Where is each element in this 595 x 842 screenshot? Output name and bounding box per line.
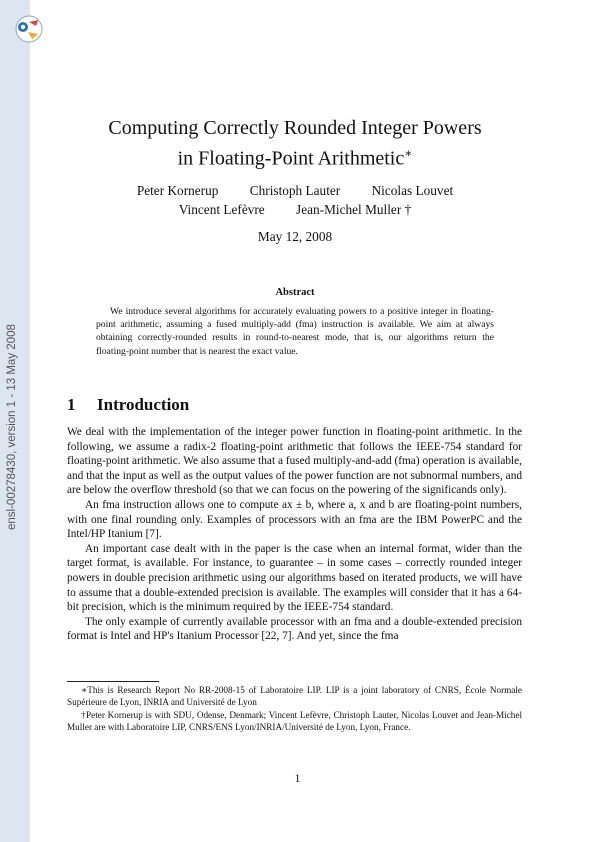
author: Nicolas Louvet xyxy=(371,183,454,198)
paragraph: An important case dealt with in the paper is the case when an internal format, wider than the target format, is available. For instance, to guarantee – in some cases – correctly rounded integer powers in double precision arithmetic using our algorithms based on iterated products, we will have to assume that a double-extended precision is available. The examples will consider that it has a 64-bit precision, which is the minimum required by the IEEE-754 standard. xyxy=(67,542,522,614)
paragraph: An fma instruction allows one to compute ax ± b, where a, x and b are floating-point numbers, with one final rounding only. Examples of processors with an fma are the IBM PowerPC and the Intel/HP Itanium [7]. xyxy=(67,498,522,541)
paragraph: We deal with the implementation of the integer power function in floating-point arithmetic. In the following, we assume a radix-2 floating-point arithmetic that follows the IEEE-754 standard for floating-point arithmetic. We also assume that a fused multiply-and-add (fma) operation is available, and that the input as well as the output values of the power function are not subnormal numbers, and are below the overflow threshold (so that we can focus on the powering of the significands only). xyxy=(67,426,522,497)
author: Christoph Lauter xyxy=(249,183,341,198)
section-heading xyxy=(67,395,189,415)
footnotes xyxy=(67,684,522,733)
author: Vincent Lefèvre xyxy=(178,202,265,217)
title-line-2: in Floating-Point Arithmetic xyxy=(177,147,405,170)
footnote: ∗This is Research Report No RR-2008-15 of Laboratoire LIP. LIP is a joint laboratory of CNRS, École Normale Supérieure de Lyon, INRIA and Université de Lyon xyxy=(67,685,522,708)
abstract-text: We introduce several algorithms for accurately evaluating powers to a positive integer in floating-point arithmetic, assuming a fused multiply-add (fma) instruction is available. We aim at always obtaining correctly-rounded results in round-to-nearest mode, that is, our algorithms return the floating-point number that is nearest the exact value. xyxy=(96,306,494,357)
author-list xyxy=(60,181,530,219)
paragraph: The only example of currently available processor with an fma and a double-extended precision format is Intel and HP's Itanium Processor [22, 7]. And yet, since the fma xyxy=(67,615,522,643)
body-text xyxy=(67,425,522,644)
section-number: 1 xyxy=(67,395,76,414)
author: Peter Kornerup xyxy=(136,183,219,198)
section-title: Introduction xyxy=(97,395,190,414)
archive-identifier: ensl-00278430, version 1 - 13 May 2008 xyxy=(6,324,18,530)
paper-date: May 12, 2008 xyxy=(257,229,333,244)
archive-logo-icon xyxy=(14,14,44,44)
paper-title xyxy=(60,116,530,172)
author: Jean-Michel Muller † xyxy=(296,202,412,217)
footnote-divider xyxy=(67,681,159,682)
archive-sidebar xyxy=(0,0,30,842)
page-number: 1 xyxy=(294,773,301,785)
footnote: †Peter Kornerup is with SDU, Odense, Denmark; Vincent Lefèvre, Christoph Lauter, Nicolas Louvet and Jean-Michel Muller are with Laboratoire LIP, CNRS/ENS Lyon/INRIA/Université de Lyon, Lyon, France. xyxy=(67,709,522,732)
abstract-heading: Abstract xyxy=(275,287,315,298)
title-line-1: Computing Correctly Rounded Integer Powers xyxy=(108,117,482,139)
title-footnote-mark: ∗ xyxy=(404,146,413,160)
